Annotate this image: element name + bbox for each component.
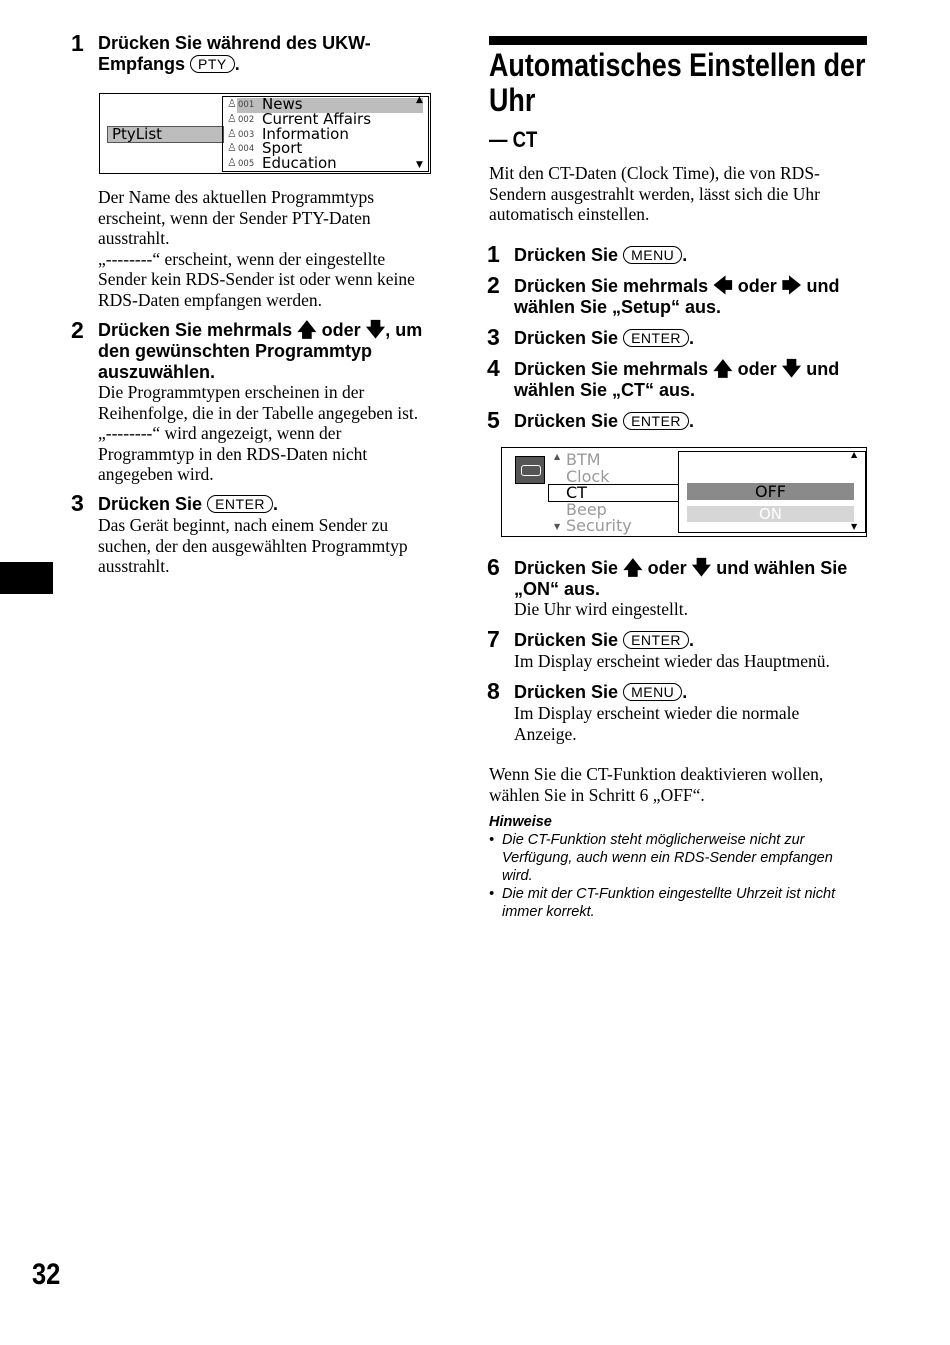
step-heading-text: oder xyxy=(737,359,777,379)
setup-icon xyxy=(521,465,541,476)
ct-setup-display xyxy=(501,447,867,537)
scroll-up-icon: ▲ xyxy=(416,95,423,105)
note-line: immer korrekt. xyxy=(502,904,595,920)
step-number: 5 xyxy=(487,407,500,433)
antenna-icon: ♙ xyxy=(227,111,237,125)
body-line: ausstrahlt. xyxy=(98,228,170,248)
menu-scroll-up-icon: ▲ xyxy=(554,452,561,461)
step7-body: Im Display erscheint wieder das Hauptmenü. xyxy=(514,651,830,671)
body-line: angegeben wird. xyxy=(98,464,214,484)
section-title-line: Automatisches Einstellen der xyxy=(489,47,866,83)
section-tab-marker xyxy=(0,562,53,594)
step-heading-text: Drücken Sie mehrmals xyxy=(98,320,293,340)
step-heading-line xyxy=(514,558,847,579)
step-heading xyxy=(514,558,847,600)
body-line: „--------“ erscheint, wenn der eingestellte xyxy=(98,248,386,269)
body-line: Sendern ausgestrahlt werden, lässt sich die Uhr xyxy=(489,183,820,204)
step-heading-text: Drücken Sie xyxy=(514,682,619,702)
step-heading-text: Drücken Sie xyxy=(98,494,203,514)
pty-item-name: Current Affairs xyxy=(262,109,372,128)
title-rule xyxy=(489,36,867,45)
step2-body xyxy=(98,382,418,485)
pty-item-name: Information xyxy=(262,124,349,143)
options-scroll-down-icon: ▼ xyxy=(851,522,858,531)
step-heading-line: den gewünschten Programmtyp xyxy=(98,341,373,361)
step8-body xyxy=(514,703,799,744)
body-line: erscheint, wenn der Sender PTY-Daten xyxy=(98,207,371,228)
step-heading-line: auszuwählen. xyxy=(98,362,216,382)
step-number: 7 xyxy=(487,626,500,652)
step-heading-text: . xyxy=(682,682,688,702)
step-heading-line: „ON“ aus. xyxy=(514,579,601,599)
notes-heading: Hinweise xyxy=(489,814,552,830)
step-heading-text: Drücken Sie xyxy=(514,411,619,431)
body-line: Das Gerät beginnt, nach einem Sender zu xyxy=(98,515,389,535)
step-number: 1 xyxy=(71,30,84,56)
right-arrow-icon: 🡆 xyxy=(781,276,802,297)
left-arrow-icon: 🡄 xyxy=(713,276,733,297)
pty-item-number: 004 xyxy=(238,144,255,155)
step-number: 2 xyxy=(487,272,500,298)
pty-item-number: 003 xyxy=(238,129,255,140)
step-heading-text: oder xyxy=(321,320,361,340)
step-heading-text: Empfangs xyxy=(98,54,186,74)
step-heading-line: wählen Sie „CT“ aus. xyxy=(514,380,696,400)
bullet: • xyxy=(489,886,495,902)
note-line: Die CT-Funktion steht möglicherweise nicht zur xyxy=(502,832,805,848)
antenna-icon: ♙ xyxy=(227,156,237,170)
ptylist-label: PtyList xyxy=(112,125,163,143)
section-subtitle: — CT xyxy=(489,127,538,152)
step-heading-text: . xyxy=(273,494,279,514)
step-heading-line xyxy=(98,54,371,75)
step-number: 3 xyxy=(71,490,84,516)
ct-menu-item: Security xyxy=(566,516,632,535)
pty-item-number: 002 xyxy=(238,114,255,125)
up-arrow-icon: 🡅 xyxy=(623,558,643,579)
note-line: Die mit der CT-Funktion eingestellte Uhrzeit ist nicht xyxy=(502,886,836,902)
step1-body xyxy=(98,187,415,310)
body-line: Die Programmtypen erscheinen in der xyxy=(98,382,365,402)
enter-key: ENTER xyxy=(623,329,689,347)
up-arrow-icon: 🡅 xyxy=(713,359,733,380)
note-line: wird. xyxy=(502,868,533,884)
step-heading-text: . xyxy=(689,630,695,650)
ct-menu-item: BTM xyxy=(566,450,601,469)
step-heading-line: wählen Sie „Setup“ aus. xyxy=(514,297,722,317)
down-arrow-icon: 🡇 xyxy=(691,558,712,579)
up-arrow-icon: 🡅 xyxy=(297,320,317,341)
body-line: Sender kein RDS-Sender ist oder wenn keine xyxy=(98,269,415,289)
step-heading xyxy=(514,328,694,349)
step-heading-text: . xyxy=(234,54,240,74)
step-heading-text: und xyxy=(806,359,840,379)
pty-item-name: Sport xyxy=(262,139,303,158)
step-heading-text: Drücken Sie xyxy=(514,245,619,265)
enter-key: ENTER xyxy=(623,631,689,649)
note-item xyxy=(489,831,833,885)
page-number: 32 xyxy=(32,1258,61,1291)
ptylist-display xyxy=(99,93,431,174)
step-heading-text: Drücken Sie mehrmals xyxy=(514,276,709,296)
menu-scroll-down-icon: ▼ xyxy=(554,522,561,531)
body-line: automatisch einstellen. xyxy=(489,204,650,224)
step-heading-text: , um xyxy=(385,320,423,340)
step-heading-line: Drücken Sie während des UKW- xyxy=(98,33,371,53)
pty-item-name: Education xyxy=(262,154,337,173)
step-heading xyxy=(98,320,422,383)
step-heading-text: oder xyxy=(737,276,777,296)
menu-key: MENU xyxy=(623,246,682,264)
deactivate-text xyxy=(489,764,823,805)
step-number: 2 xyxy=(71,317,84,343)
ct-menu-item: Clock xyxy=(566,466,610,486)
intro-text xyxy=(489,163,820,225)
pty-key: PTY xyxy=(190,55,235,73)
setup-icon-box xyxy=(515,456,545,484)
pty-item-number: 001 xyxy=(238,100,255,110)
step-heading xyxy=(514,682,687,703)
step-number: 6 xyxy=(487,554,500,580)
body-line: Reihenfolge, die in der Tabelle angegeben ist. xyxy=(98,402,419,423)
step-heading-text: . xyxy=(682,245,688,265)
step-number: 1 xyxy=(487,241,500,267)
step-heading xyxy=(98,33,371,75)
step-heading-text: und xyxy=(806,276,840,296)
step-number: 3 xyxy=(487,324,500,350)
step-heading xyxy=(514,245,687,266)
body-line: wählen Sie in Schritt 6 „OFF“. xyxy=(489,784,705,805)
body-line: Mit den CT-Daten (Clock Time), die von RDS- xyxy=(489,163,820,183)
step3-body xyxy=(98,515,408,577)
step-heading-text: Drücken Sie xyxy=(514,558,619,578)
body-line: Im Display erscheint wieder die normale xyxy=(514,703,800,723)
antenna-icon: ♙ xyxy=(227,126,237,140)
note-item xyxy=(489,885,836,921)
body-line: „--------“ wird angezeigt, wenn der xyxy=(98,423,342,443)
step-heading-text: Drücken Sie mehrmals xyxy=(514,359,709,379)
enter-key: ENTER xyxy=(207,495,273,513)
step-heading-line xyxy=(514,276,839,297)
body-line: ausstrahlt. xyxy=(98,556,170,576)
options-scroll-up-icon: ▲ xyxy=(851,450,858,459)
step-heading xyxy=(514,630,694,651)
body-line: Wenn Sie die CT-Funktion deaktivieren wollen, xyxy=(489,764,824,784)
step-heading-text: Drücken Sie xyxy=(514,328,619,348)
step-number: 4 xyxy=(487,355,500,381)
pty-item-name: News xyxy=(262,95,303,113)
scroll-down-icon: ▼ xyxy=(416,160,423,170)
body-line: Programmtyp in den RDS-Daten nicht xyxy=(98,443,368,464)
antenna-icon: ♙ xyxy=(227,97,237,110)
step-heading-text: oder xyxy=(647,558,687,578)
step-heading-text: und wählen Sie xyxy=(716,558,848,578)
step6-body: Die Uhr wird eingestellt. xyxy=(514,599,688,619)
step-number: 8 xyxy=(487,678,500,704)
note-line: Verfügung, auch wenn ein RDS-Sender empfangen xyxy=(502,850,833,866)
down-arrow-icon: 🡇 xyxy=(781,359,802,380)
step-heading xyxy=(514,276,839,318)
down-arrow-icon: 🡇 xyxy=(365,320,386,341)
step-heading-text: . xyxy=(689,328,695,348)
step-heading xyxy=(514,359,839,401)
step-heading-line xyxy=(98,320,422,341)
body-line: RDS-Daten empfangen werden. xyxy=(98,289,323,310)
ct-option-on: ON xyxy=(758,505,783,523)
step-heading xyxy=(98,494,278,515)
body-line: Anzeige. xyxy=(514,723,577,744)
enter-key: ENTER xyxy=(623,412,689,430)
pty-item-number: 005 xyxy=(238,159,255,170)
step-heading-line xyxy=(514,359,839,380)
step-heading-text: . xyxy=(689,411,695,431)
menu-key: MENU xyxy=(623,683,682,701)
body-line: suchen, der den ausgewählten Programmtyp xyxy=(98,535,408,556)
ct-menu-item: CT xyxy=(566,483,587,502)
step-heading-text: Drücken Sie xyxy=(514,630,619,650)
step-heading xyxy=(514,411,694,432)
body-line: Der Name des aktuellen Programmtyps xyxy=(98,187,375,207)
antenna-icon: ♙ xyxy=(227,141,237,155)
ct-menu-item: Beep xyxy=(566,499,607,519)
section-title-line: Uhr xyxy=(489,82,536,118)
section-title xyxy=(489,48,865,118)
bullet: • xyxy=(489,832,495,848)
ct-option-off: OFF xyxy=(755,482,786,501)
